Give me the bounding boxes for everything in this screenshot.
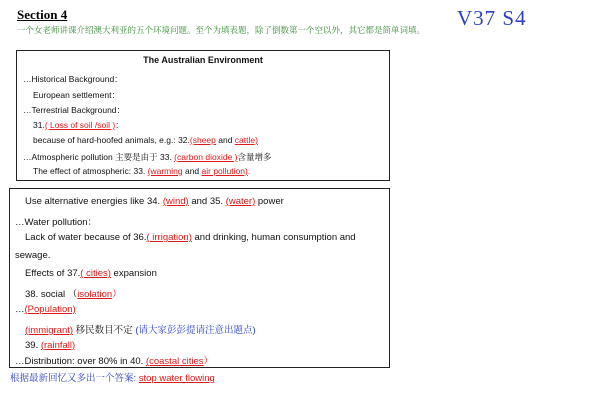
historical-line: …Historical Background： (23, 74, 123, 84)
section-title: Section 4 (17, 7, 68, 22)
sewage-line: sewage. (15, 250, 51, 261)
population-dots: … (15, 304, 25, 315)
q33-suffix: 含量增多 (237, 152, 272, 162)
q38-answer: isolation (77, 289, 113, 300)
q38-line (25, 286, 122, 300)
q31-end: ： (115, 120, 124, 130)
q34-answer: (wind) (162, 196, 189, 207)
q36-answer: ( irrigation) (146, 232, 192, 243)
q32-and: and (215, 135, 235, 145)
q40-line (15, 353, 213, 367)
population-line (15, 304, 76, 315)
version-label: V37 S4 (457, 6, 527, 30)
population-answer: (Population) (24, 304, 76, 315)
effect-line (33, 166, 250, 176)
immigrant-note: (请大家彭彭提请注意出题点) (135, 325, 256, 336)
intro-text: 一个女老师讲课介绍澳大利亚的五个环境问题。至个为填表题，除了倒数第一个空以外，其它都是简单词填。 (17, 26, 426, 36)
q40-prefix: …Distribution: over 80% in 40. (15, 356, 146, 367)
effect-answer-air-pollution: air pollution) (201, 166, 248, 176)
immigrant-answer: (immigrant) (25, 325, 74, 336)
q39-answer: (rainfall) (40, 340, 76, 351)
answers-table (9, 188, 390, 368)
effect-prefix: The effect of atmospheric: 33. (33, 166, 148, 176)
immigrant-line (25, 322, 256, 336)
q32-prefix: because of hard-hoofed animals, e.g.: 32. (33, 135, 190, 145)
q32-line (33, 135, 258, 145)
q37-answer: ( cities) (80, 268, 111, 279)
q33-answer: (carbon dioxide ) (174, 152, 238, 162)
footer-answer: stop water flowing (138, 373, 215, 384)
q39-line (25, 340, 75, 351)
effect-answer-warming: (warming (147, 166, 183, 176)
q31-answer: ( Loss of soil /soil ) (44, 120, 116, 130)
water-pollution-line: …Water pollution： (15, 217, 98, 228)
alt-mid: and 35. (188, 196, 226, 207)
footer-note (10, 370, 215, 384)
q38-prefix: 38. social （ (25, 289, 78, 300)
q33-prefix: …Atmospheric pollution 主要是由于 33. (23, 152, 175, 162)
q34-35-line (25, 196, 284, 207)
q32-answer-sheep: (sheep (189, 135, 216, 145)
q37-suffix: expansion (110, 268, 157, 279)
q36-suffix: and drinking, human consumption and (191, 232, 356, 243)
q40-suffix: ） (203, 356, 214, 367)
terrestrial-line: …Terrestrial Background： (23, 105, 126, 115)
q31-line (33, 119, 124, 131)
q36-line (25, 232, 356, 243)
table-title: The Australian Environment (143, 55, 263, 65)
q33-line (23, 151, 272, 163)
alt-suffix: power (255, 196, 284, 207)
q35-answer: (water) (225, 196, 256, 207)
effect-end: . (247, 166, 251, 176)
q31-number: 31. (33, 120, 45, 130)
q40-answer: (coastal cities (145, 356, 204, 367)
european-line: European settlement： (33, 90, 120, 100)
q37-prefix: Effects of 37. (25, 268, 81, 279)
q36-prefix: Lack of water because of 36. (25, 232, 147, 243)
footer-note-text: 根据最新回忆又多出一个答案: (10, 373, 137, 384)
q38-suffix: ） (112, 289, 122, 300)
immigrant-cn: 移民数目不定 (73, 325, 136, 336)
environment-table (16, 50, 390, 181)
q39-number: 39. (25, 340, 41, 351)
q37-line (25, 268, 157, 279)
effect-and: and (182, 166, 202, 176)
alt-prefix: Use alternative energies like 34. (25, 196, 163, 207)
q32-answer-cattle: cattle) (234, 135, 258, 145)
